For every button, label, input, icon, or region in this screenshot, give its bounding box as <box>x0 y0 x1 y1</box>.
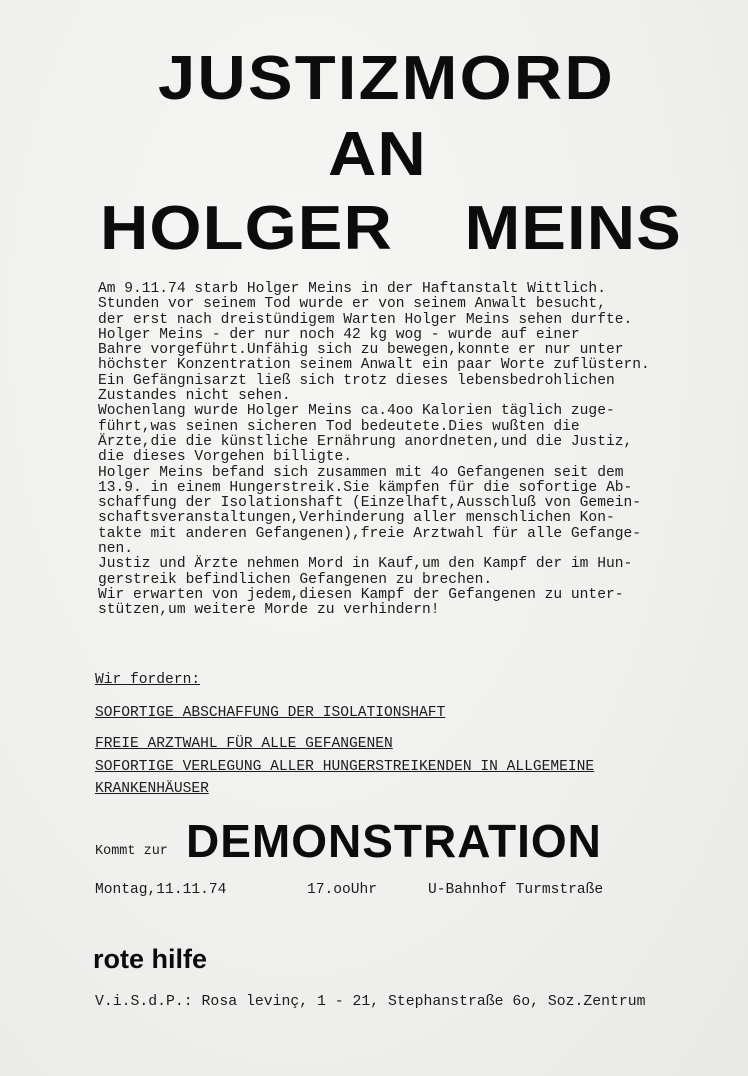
body-line: Zustandes nicht sehen. <box>98 388 291 405</box>
headline-line-2: AN <box>328 120 427 189</box>
body-line: Holger Meins - der nur noch 42 kg wog - wurde auf einer <box>98 326 580 343</box>
body-line: 13.9. in einem Hungerstreik.Sie kämpfen für die sofortige Ab- <box>98 479 633 496</box>
call-title: DEMONSTRATION <box>186 815 602 867</box>
event-place: U-Bahnhof Turmstraße <box>428 882 604 898</box>
headline-line-3: HOLGER MEINS <box>100 194 682 263</box>
body-line: der erst nach dreistündigem Warten Holger Meins sehen durfte. <box>98 311 633 328</box>
body-line: Ein Gefängnisarzt ließ sich trotz dieses lebensbedrohlichen <box>98 372 615 389</box>
event-date: Montag,11.11.74 <box>95 882 227 898</box>
demand-item: FREIE ARZTWAHL FÜR ALLE GEFANGENEN <box>95 736 393 752</box>
body-line: führt,was seinen sicheren Tod bedeutete.Dies wußten die <box>98 418 580 435</box>
event-time: 17.ooUhr <box>307 882 378 898</box>
demands-intro: Wir fordern: <box>95 672 201 688</box>
body-line: höchster Konzentration seinem Anwalt ein paar Worte zuflüstern. <box>98 357 650 374</box>
demand-item: KRANKENHÄUSER <box>95 781 209 797</box>
body-line: Justiz und Ärzte nehmen Mord in Kauf,um den Kampf der im Hun- <box>98 556 633 573</box>
imprint: V.i.S.d.P.: Rosa levinç, 1 - 21, Stephanstraße 6o, Soz.Zentrum <box>95 994 646 1010</box>
body-line: schaftsveranstaltungen,Verhinderung aller menschlichen Kon- <box>98 510 615 527</box>
body-line: takte mit anderen Gefangenen),freie Arztwahl für alle Gefange- <box>98 525 641 542</box>
body-line: nen. <box>98 541 134 558</box>
body-line: Wir erwarten von jedem,diesen Kampf der Gefangenen zu unter- <box>98 586 624 603</box>
headline-line-1: JUSTIZMORD <box>158 44 615 113</box>
body-line: Am 9.11.74 starb Holger Meins in der Haftanstalt Wittlich. <box>98 281 606 297</box>
call-prefix: Kommt zur <box>95 844 168 859</box>
body-line: Wochenlang wurde Holger Meins ca.4oo Kalorien täglich zuge- <box>98 403 615 420</box>
rote-hilfe-logo: rote hilfe <box>93 944 208 974</box>
demand-item: SOFORTIGE ABSCHAFFUNG DER ISOLATIONSHAFT <box>95 705 446 721</box>
body-line: schaffung der Isolationshaft (Einzelhaft,Ausschluß von Gemein- <box>98 495 641 512</box>
body-line: gerstreik befindlichen Gefangenen zu brechen. <box>98 571 493 588</box>
body-line: die dieses Vorgehen billigte. <box>98 449 352 466</box>
demand-item: SOFORTIGE VERLEGUNG ALLER HUNGERSTREIKENDEN IN ALLGEMEINE <box>95 759 595 775</box>
body-line: Bahre vorgeführt.Unfähig sich zu bewegen,konnte er nur unter <box>98 342 624 359</box>
body-line: Holger Meins befand sich zusammen mit 4o Gefangenen seit dem <box>98 464 624 481</box>
body-line: stützen,um weitere Morde zu verhindern! <box>98 602 440 619</box>
body-line: Stunden vor seinem Tod wurde er von seinem Anwalt besucht, <box>98 296 606 313</box>
body-line: Ärzte,die die künstliche Ernährung anordneten,und die Justiz, <box>98 433 633 450</box>
body-text <box>98 282 738 619</box>
